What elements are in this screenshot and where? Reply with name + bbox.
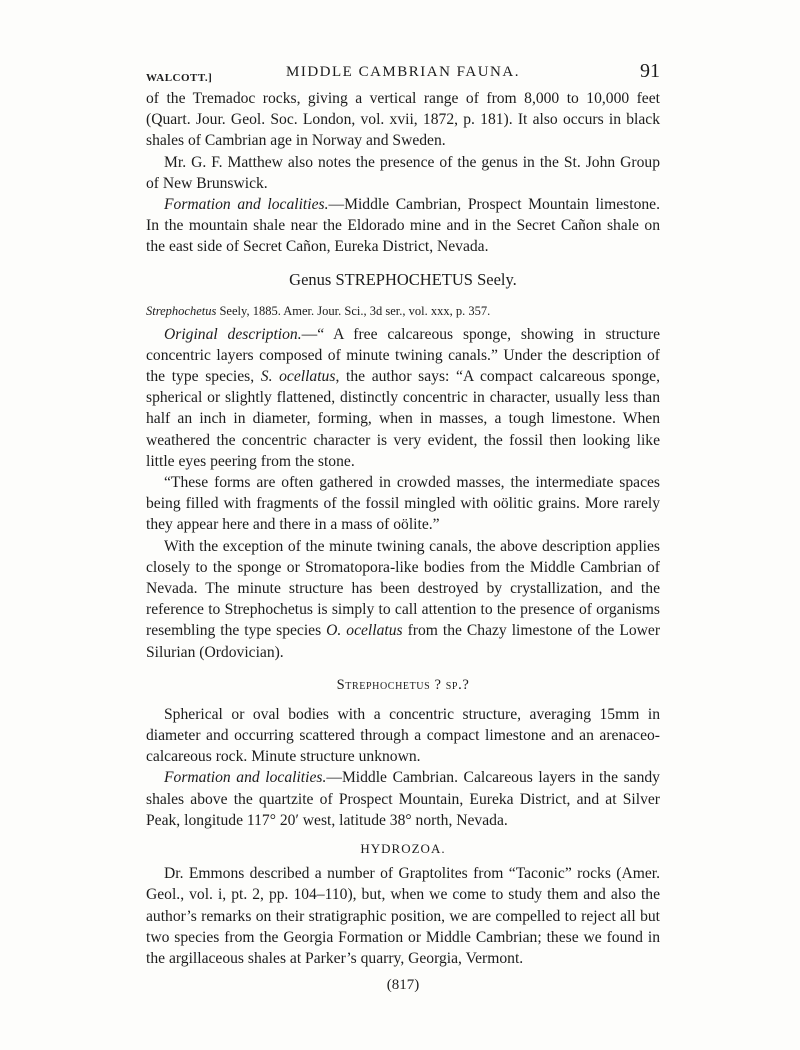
genus-citation [146, 302, 660, 320]
genus-paragraph-1 [146, 324, 660, 472]
formation-label: Formation and localities. [164, 196, 329, 214]
genus-p1-text: —“ A free calcareous sponge, showing in structure concentric layers composed of minute twining canals.” Under the description of the type species, [146, 325, 660, 386]
formation-text: —Middle Cambrian, Prospect Mountain limestone. In the mountain shale near the Eldorado mine and in the Secret Cañon shale on the east side of Secret Cañon, Eureka District, Nevada. [146, 196, 660, 256]
species-paragraph-1: Spherical or oval bodies with a concentric structure, averaging 15mm in diameter and occurring scattered through a compact limestone and an arenaceo-calcareous rock. Minute structure unknown. [146, 705, 660, 766]
intro-paragraph-1: of the Tremadoc rocks, giving a vertical range of from 8,000 to 10,000 feet (Quart. Jour. Geol. Soc. London, vol. xvii, 1872, p. 181). It also occurs in black shales of Cambrian age in Norway and Sweden. [146, 90, 660, 150]
intro-paragraph-2: Mr. G. F. Matthew also notes the presence of the genus in the St. John Group of New Brunswick. [146, 153, 660, 192]
species-formation-text: —Middle Cambrian. Calcareous layers in the sandy shales above the quartzite of Prospect Mountain, Eureka District, and at Silver Peak, longitude 117° 20′ west, latitude 38° north, Nevada. [146, 769, 660, 829]
genus-paragraph-2: “These forms are often gathered in crowded masses, the intermediate spaces being filled with fragments of the fossil mingled with oölitic grains. More rarely they appear here and there in a mass of oölite.” [146, 474, 660, 534]
citation-reference: Seely, 1885. Amer. Jour. Sci., 3d ser., vol. xxx, p. 357. [216, 303, 491, 318]
hydrozoa-paragraph-1: Dr. Emmons described a number of Graptolites from “Taconic” rocks (Amer. Geol., vol. i, pt. 2, pp. 104–110), but, when we come to study them and also the author’s remarks on their stratigraphic position, we are compelled to reject all but two species from the Georgia Formation or Middle Cambrian; these we found in the argillaceous shales at Parker’s quarry, Georgia, Vermont. [146, 865, 660, 967]
genus-p1-text2: , the author says: “A compact calcareous sponge, spherical or slightly flattened, distinctly concentric in character, usually less than half an inch in diameter, forming, when in masses, a tough limestone. When weathered the concentric character is very evident, the fossil then looking like little eyes peering from the stone. [146, 368, 660, 470]
running-head [146, 58, 660, 88]
intro-paragraph-3 [146, 194, 660, 258]
running-head-title: MIDDLE CAMBRIAN FAUNA. [286, 64, 520, 80]
page-number: 91 [640, 60, 660, 82]
genus-heading: Genus STREPHOCHETUS Seely. [289, 269, 517, 289]
citation-genus-name: Strephochetus [146, 303, 217, 318]
original-description-label: Original description. [164, 325, 302, 343]
genus-p3-text: With the exception of the minute twining canals, the above description applies closely to the sponge or Stromatopora-like bodies from the Middle Cambrian of Nevada. The minute structure has been destroyed by crystallization, and the reference to Strephochetus is simply to call attention to the presence of organisms resembling the type species [146, 537, 660, 640]
hydrozoa-heading: HYDROZOA. [360, 841, 446, 857]
genus-p3-species: O. ocellatus [326, 622, 403, 640]
species-paragraph-2 [146, 767, 660, 831]
species-formation-label: Formation and localities. [164, 769, 327, 787]
folio: (817) [386, 977, 420, 994]
genus-paragraph-3 [146, 536, 660, 663]
genus-p1-species: S. ocellatus [260, 368, 336, 386]
running-head-author: WALCOTT.] [146, 72, 213, 84]
species-heading: Strephochetus ? sp.? [336, 676, 470, 693]
genus-p3-text2: from the Chazy limestone of the Lower Silurian (Ordovician). [146, 622, 661, 661]
